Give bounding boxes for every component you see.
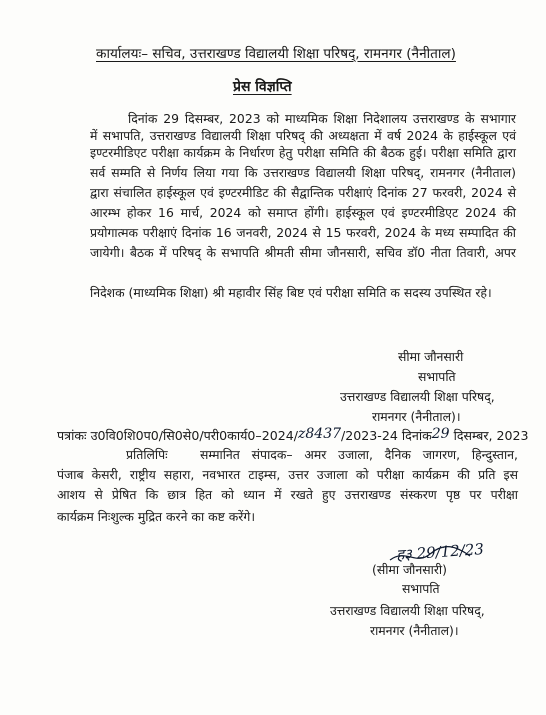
body-line-2: में सभापति, उत्तराखण्ड विद्यालयी शिक्षा परिषद् की अध्यक्षता में वर्ष 2024 के हाईस्कूल एवं [90,128,516,143]
signature-1-name: सीमा जौनसारी [398,349,464,364]
body-line-1: दिनांक 29 दिसम्बर, 2023 को माध्यमिक शिक्षा निदेशालय उत्तराखण्ड के सभागार [128,111,516,126]
reference-line [57,428,529,444]
body-line-4: सर्व सम्मति से निर्णय लिया गया कि उत्तराखण्ड विद्यालयी शिक्षा परिषद्, रामनगर (नैनीताल) [90,165,516,180]
handwritten-ref-day: 29 [431,426,450,442]
copy-line-2: पंजाब केसरी, राष्ट्रीय सहारा, नवभारत टाइम्स, उत्तर उजाला को परीक्षा कार्यक्रम की प्रति इस [57,467,518,482]
body-line-5: द्वारा संचालित हाईस्कूल एवं इण्टरमीडिट की सैद्वान्तिक परीक्षाएं दिनांक 27 फरवरी, 2024 से [90,185,516,200]
signature-1-org: उत्तराखण्ड विद्यालयी शिक्षा परिषद्, [340,389,495,404]
signature-2-name: (सीमा जौनसारी) [372,562,447,577]
copy-line-3: आशय से प्रेषित कि छात्र हित को ध्यान में रखते हुए उत्तराखण्ड संस्करण पृष्ठ पर परीक्षा [57,487,518,502]
reference-prefix: पत्रांकः उ0वि0शि0प0/सि0से0/परी0कार्य0–2024/ [57,428,298,443]
handwritten-signature: ह३ 29/12/23 [395,539,485,565]
body-line-7: प्रयोगात्मक परीक्षाएं दिनांक 16 जनवरी, 2024 से 15 फरवरी, 2024 के मध्य सम्पादित की [90,225,516,240]
handwritten-ref-number: z8437 [298,426,342,442]
copy-line-4: कार्यक्रम निःशुल्क मुद्रित करने का कष्ट करेंगे। [57,509,256,524]
reference-middle: /2023-24 दिनांक [341,428,432,443]
signature-2-org: उत्तराखण्ड विद्यालयी शिक्षा परिषद्, [330,603,485,618]
copy-line-1: सम्मानित संपादक– अमर उजाला, दैनिक जागरण, हिन्दुस्तान, [200,447,518,462]
signature-1-place: रामनगर (नैनीताल)। [372,409,461,424]
body-line-9: निदेशक (माध्यमिक शिक्षा) श्री महावीर सिंह बिष्ट एवं परीक्षा समिति क सदस्य उपस्थित रहे। [90,285,492,300]
signature-1-designation: सभापति [418,369,456,384]
body-line-3: इण्टरमीडिएट परीक्षा कार्यक्रम के निर्धारण हेतु परीक्षा समिति की बैठक हुई। परीक्षा समिति द्वारा [90,145,516,160]
copy-label: प्रतिलिपिः [126,447,168,462]
body-line-8: जायेगी। बैठक में परिषद् के सभापति श्रीमती सीमा जौनसारी, सचिव डॉ0 नीता तिवारी, अपर [90,245,516,260]
signature-2-designation: सभापति [402,581,440,596]
body-line-6: आरम्भ होकर 16 मार्च, 2024 को समाप्त होंगी। हाईस्कूल एवं इण्टरमीडिएट 2024 की [90,205,516,220]
reference-suffix: दिसम्बर, 2023 [449,428,529,443]
signature-2-place: रामनगर (नैनीताल)। [370,623,459,638]
office-heading: कार्यालयः– सचिव, उत्तराखण्ड विद्यालयी शिक्षा परिषद्, रामनगर (नैनीताल) [96,46,456,62]
document-title: प्रेस विज्ञप्ति [233,79,292,95]
